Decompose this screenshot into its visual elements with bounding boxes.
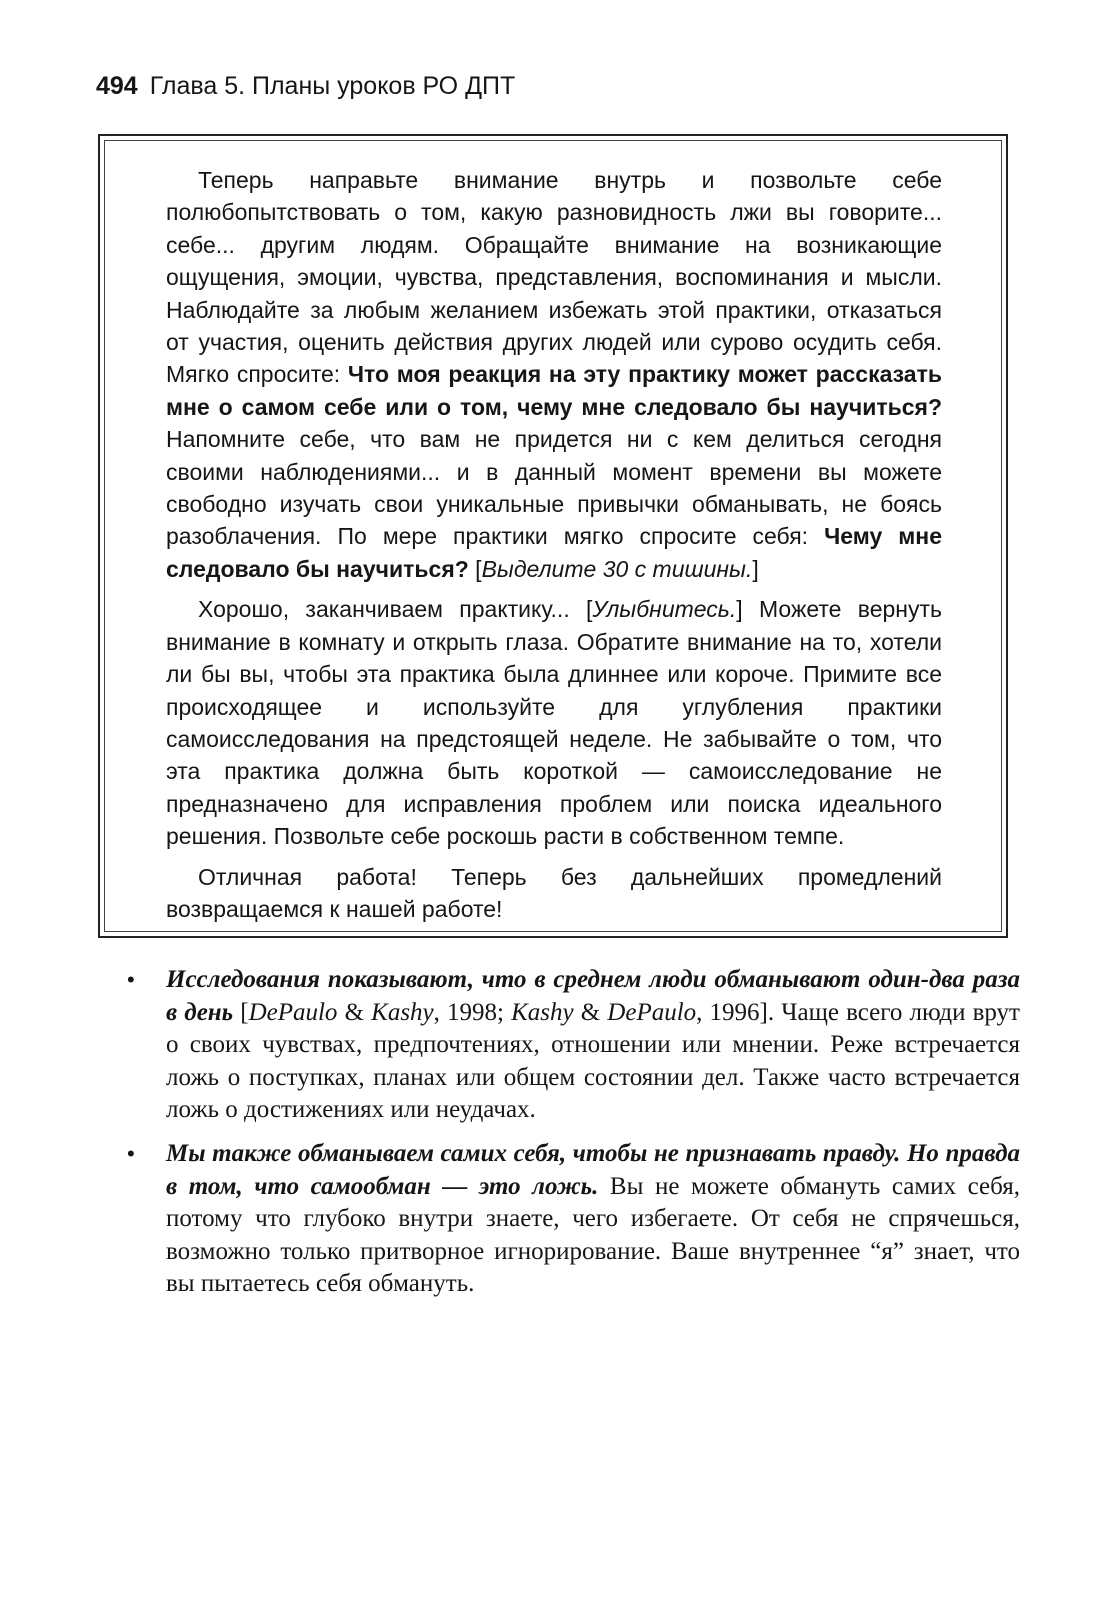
running-head [96, 72, 515, 101]
citation-author: DePaulo [607, 998, 697, 1026]
practice-paragraph-3: Отличная работа! Теперь без дальнейших промедлений возвращаемся к нашей работе! [166, 863, 942, 922]
bold-italic-lead: Мы также обманываем самих себя, чтобы не признавать правду. Но правда в том, что самообман — это ложь. [166, 1139, 1020, 1200]
stage-direction: Выделите 30 с тишины. [481, 555, 753, 582]
bold-question-1: Что моя реакция на эту практику может рассказать мне о самом себе или о том, чему мне следовало бы научиться? [166, 361, 942, 420]
bold-question-2: Чему мне следовало бы научиться? [166, 523, 942, 582]
practice-box-text [166, 164, 942, 933]
citation-author: DePaulo [248, 998, 338, 1026]
bullet-list [127, 964, 1020, 1312]
stage-direction: Улыбнитесь. [592, 596, 737, 623]
citation-author: Kashy [371, 998, 434, 1026]
page-number: 494 [96, 72, 138, 100]
practice-paragraph-1: Теперь направьте внимание внутрь и позвольте себе полюбопытствовать о том, какую разновидность лжи вы говорите... себе... другим людям. Обращайте внимание на возникающие ощущения, эмоции, чувства, представления, воспоминания и мысли. Наблюдайте за любым желанием избежать этой практики, отказаться от участия, оценить действия других людей или сурово осудить себя. Мягко спросите: Что моя реакция на эту практику может рассказать мне о самом себе или о том, чему мне следовало бы научиться? Напомните себе, что вам не придется ни с кем делиться сегодня своими наблюдениями... и в данный момент времени вы можете свободно изучать свои уникальные привычки обманывать, не боясь разоблачения. По мере практики мягко спросите себя: Чему мне следовало бы научиться? [Выделите 30 с тишины.] [166, 167, 942, 582]
bullet-marker: • [127, 967, 135, 992]
citation-author: Kashy [511, 998, 574, 1026]
bullet-marker: • [127, 1140, 135, 1166]
practice-paragraph-2: Хорошо, заканчиваем практику... [Улыбнитесь.] Можете вернуть внимание в комнату и открыть глаза. Обратите внимание на то, хотели ли бы вы, чтобы эта практика была длиннее или короче. Примите все происходящее и используйте для углубления практики самоисследования на предстоящей неделе. Не забывайте о том, что эта практика должна быть короткой — самоисследование не предназначено для исправления проблем или поиска идеального решения. Позвольте себе роскошь расти в собственном темпе. [166, 596, 942, 850]
chapter-title: Глава 5. Планы уроков РО ДПТ [149, 72, 516, 100]
list-item: • Мы также обманываем самих себя, чтобы не признавать правду. Но правда в том, что самообман — это ложь. Вы не можете обмануть самих себя, потому что глубоко внутри знаете, чего избегаете. От себя не спрячешься, возможно только притворное игнорирование. Ваше внутреннее “я” знает, что вы пытаетесь себя обмануть. [127, 1139, 1020, 1298]
list-item: • Исследования показывают, что в среднем люди обманывают один-два раза в день [DePaulo & Kashy, 1998; Kashy & DePaulo, 1996]. Чаще всего люди врут о своих чувствах, предпочтениях, отношении или мнении. Реже встречается ложь о поступках, планах или общем состоянии дел. Также часто встречается ложь о достижениях или неудачах. [127, 966, 1020, 1124]
bold-italic-lead: Исследования показывают, что в среднем люди обманывают один-два раза в день [166, 966, 1020, 1026]
